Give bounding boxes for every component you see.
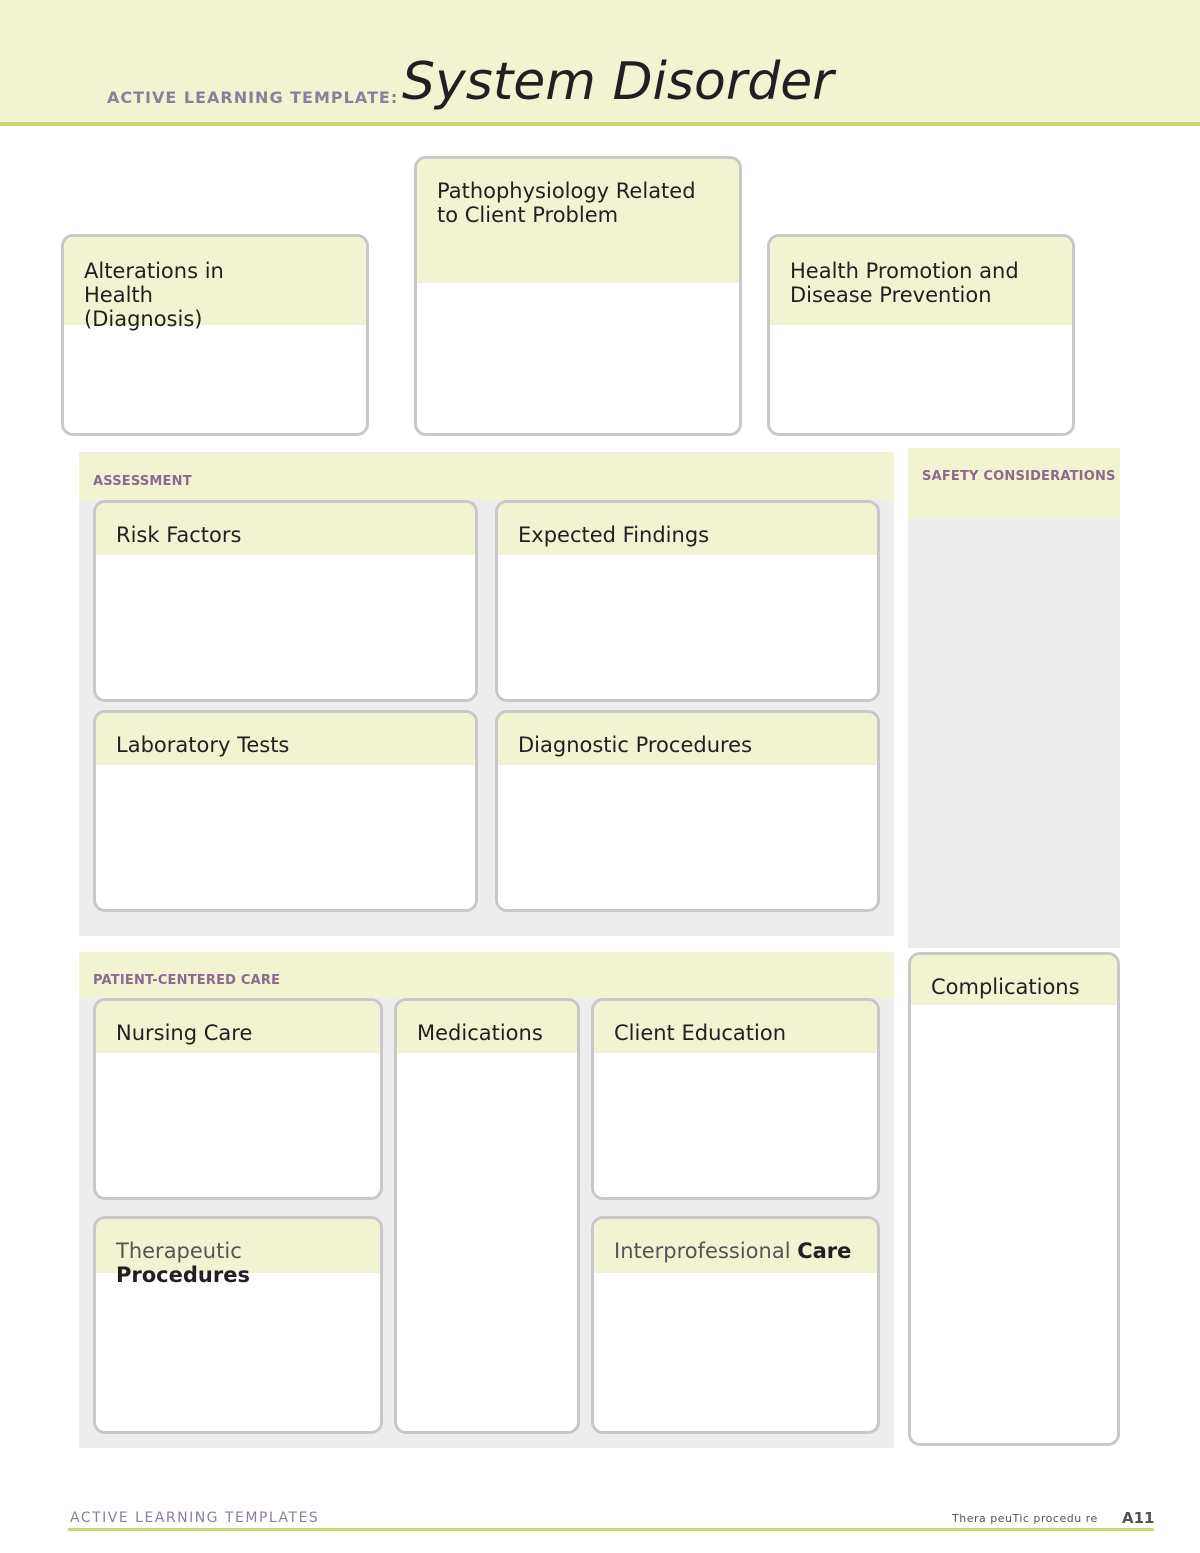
- complications-box[interactable]: [908, 952, 1120, 1446]
- therapeutic-label-bold: Procedures: [116, 1263, 250, 1287]
- safety-panel[interactable]: [908, 448, 1120, 948]
- footer-rule: [68, 1528, 1154, 1531]
- alterations-box[interactable]: [61, 234, 369, 436]
- complications-heading: Complications: [911, 955, 1117, 1005]
- nursing-care-box[interactable]: [93, 998, 383, 1200]
- medications-box[interactable]: [394, 998, 580, 1434]
- footer-left-label: ACTIVE LEARNING TEMPLATES: [70, 1510, 320, 1526]
- assessment-title: ASSESSMENT: [93, 474, 192, 489]
- pathophysiology-heading: Pathophysiology Related to Client Problem: [417, 159, 739, 283]
- medications-heading: Medications: [397, 1001, 577, 1053]
- health-promotion-heading: Health Promotion and Disease Prevention: [770, 237, 1072, 325]
- alterations-heading: Alterations in Health (Diagnosis): [64, 237, 366, 325]
- therapeutic-procedures-heading: [96, 1219, 380, 1287]
- therapeutic-procedures-box[interactable]: [93, 1216, 383, 1434]
- page-title: System Disorder: [402, 52, 834, 112]
- interprofessional-care-box[interactable]: [591, 1216, 880, 1434]
- therapeutic-label-light: Therapeutic: [116, 1239, 242, 1263]
- health-promotion-box[interactable]: [767, 234, 1075, 436]
- page-number: A11: [1122, 1509, 1155, 1527]
- interprofessional-label-bold: Care: [797, 1239, 852, 1263]
- laboratory-tests-heading: Laboratory Tests: [96, 713, 475, 765]
- risk-factors-heading: Risk Factors: [96, 503, 475, 555]
- assessment-strip: [79, 452, 894, 500]
- footer-right-label: Thera peuTic procedu re: [952, 1512, 1098, 1525]
- laboratory-tests-box[interactable]: [93, 710, 478, 912]
- risk-factors-box[interactable]: [93, 500, 478, 702]
- diagnostic-procedures-box[interactable]: [495, 710, 880, 912]
- client-education-box[interactable]: [591, 998, 880, 1200]
- safety-title: SAFETY CONSIDERATIONS: [922, 469, 1116, 484]
- patient-care-title: PATIENT-CENTERED CARE: [93, 973, 281, 988]
- header-rule: [0, 122, 1200, 126]
- interprofessional-care-heading: [594, 1219, 877, 1273]
- expected-findings-heading: Expected Findings: [498, 503, 877, 555]
- nursing-care-heading: Nursing Care: [96, 1001, 380, 1053]
- template-label: ACTIVE LEARNING TEMPLATE:: [107, 88, 399, 107]
- interprofessional-label-light: Interprofessional: [614, 1239, 791, 1263]
- expected-findings-box[interactable]: [495, 500, 880, 702]
- pathophysiology-box[interactable]: [414, 156, 742, 436]
- diagnostic-procedures-heading: Diagnostic Procedures: [498, 713, 877, 765]
- client-education-heading: Client Education: [594, 1001, 877, 1053]
